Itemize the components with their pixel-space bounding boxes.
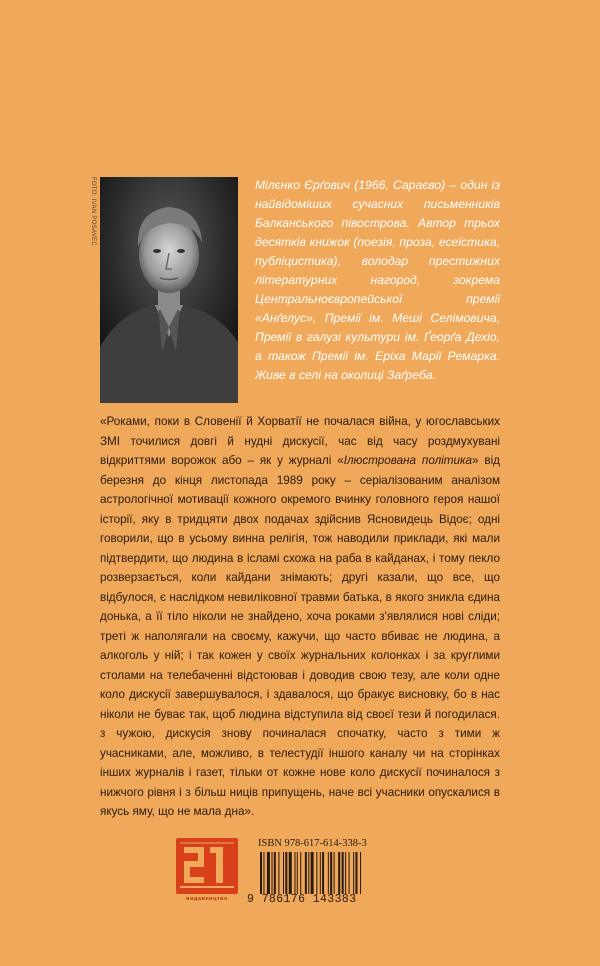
- barcode-bar: [289, 852, 292, 894]
- excerpt-magazine-title: Ілюстрована політика: [343, 454, 473, 467]
- publisher-logo-icon: [176, 838, 238, 894]
- author-bio: [255, 176, 500, 385]
- publisher-logo-label: видавництво: [186, 896, 228, 902]
- barcode-bar: [274, 852, 276, 894]
- barcode-bar: [285, 852, 287, 894]
- excerpt-part-2: » від березня до кінця листопада 1989 року – серіалізованим аналізом астрологічної мотивації кожного окремого вчинку головного героя нашої історії, яку в тридцяти двох подачах здійснив Ясновидець Відоє; одні говорили, що в усьому винна релігія, тож наводили приклади, які мали підтвердити, що людина в ісламі схожа на раба в кайданах, і тому пекло розверзається, коли кайдани знімають; другі казали, що все, що відбулося, є наслідком невиліковної травми батька, в якого зникла єдина донька, а її тіло ніколи не знайдено, хоча роками з'являлися нові сліди; треті ж наполягали на своєму, кажучи, що часто вбиває не людина, а алкоголь у ній; і так кожен у своїх журнальних колонках і за круглими столами на телебаченні відстоював і доводив свою тезу, але коли одне коло дискусії завершувалося, і здавалося, що бракує висновку, бо в нас ніколи не буває так, щоб людина відступила від своєї тези й погодилася. з чужою, дискусія знову починалася спочатку, часто з тими ж учасниками, але, можливо, в телестудії іншого каналу чи на сторінках інших журналів і газет, тільки от кожне нове коло дискусії починалося з нижчого рівня і з більш ниців припущень, наче всі учасники опускалися в якусь яму, що не мала дна».: [100, 454, 501, 818]
- isbn-label: ISBN 978-617-614-338-3: [258, 838, 367, 849]
- barcode-bar: [353, 852, 354, 894]
- barcode-icon: [258, 852, 398, 894]
- barcode-bar: [360, 852, 361, 894]
- barcode-bar: [297, 852, 298, 894]
- barcode-bar: [322, 852, 324, 894]
- author-photo: [100, 177, 238, 403]
- barcode-bar: [316, 852, 317, 894]
- barcode-bar: [355, 852, 357, 894]
- author-bio-text: один із найвідоміших сучасних письменників Балканського півострова. Автор трьох десятків книжок (поезія, проза, есеїстика, публіцистика), володар престижних літературних нагород, зокрема Центральноєвропейської премії «Анґелус», Премії ім. Меші Селімовича, Премії в галузі культури ім. Ґеорґа Дехіо, а також Премії ім. Еріха Марії Ремарка. Живе в селі на околиці Заґреба.: [255, 178, 501, 382]
- author-name: Мілєнко Єрґович: [255, 178, 350, 192]
- excerpt-part-1: «Роками, поки в Словенії й Хорватії не почалася війна, у югославських ЗМІ точилися довгі й нудні дискусії, час від часу роздмухувані відкриттями ворожок або – як у журналі «: [100, 415, 500, 467]
- author-dates: (1966, Сараєво) –: [354, 178, 457, 192]
- barcode-bar: [320, 852, 321, 894]
- barcode-bar: [342, 852, 344, 894]
- barcode-bar: [300, 852, 301, 894]
- barcode-bar: [345, 852, 346, 894]
- barcode-bar: [260, 852, 262, 894]
- barcode-bar: [283, 852, 284, 894]
- barcode-bar: [328, 852, 329, 894]
- barcode-bar: [334, 852, 335, 894]
- barcode-bar: [311, 852, 314, 894]
- book-excerpt: [100, 412, 500, 822]
- barcode-bar: [272, 852, 273, 894]
- barcode-bar: [308, 852, 309, 894]
- barcode-bar: [305, 852, 307, 894]
- barcode-bar: [338, 852, 340, 894]
- barcode-bar: [330, 852, 332, 894]
- barcode-bar: [267, 852, 270, 894]
- photo-credit: FOTO: IVAN POSAVEC: [90, 177, 96, 247]
- barcode-bar: [278, 852, 279, 894]
- author-portrait-image: [100, 177, 238, 403]
- barcode-bar: [263, 852, 264, 894]
- barcode-bar: [349, 852, 350, 894]
- barcode-number: 9 786176 143383: [247, 893, 357, 906]
- barcode-bar: [295, 852, 296, 894]
